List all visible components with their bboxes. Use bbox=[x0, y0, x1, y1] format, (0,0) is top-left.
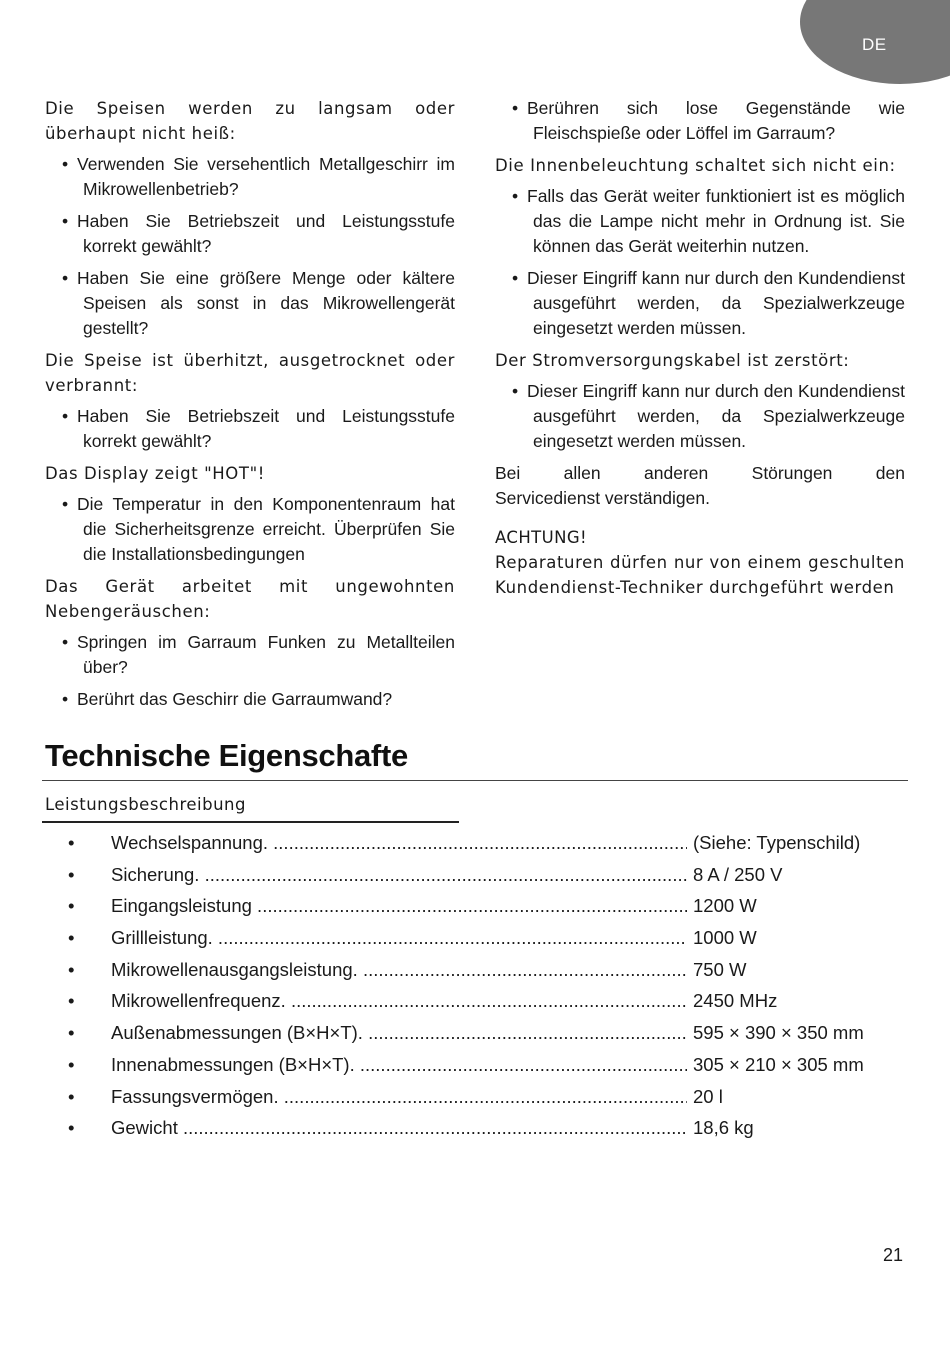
bullet-icon: • bbox=[68, 863, 75, 885]
spec-label: Sicherung. ..... bbox=[111, 864, 687, 886]
left-column bbox=[45, 96, 455, 719]
bullet-icon: • bbox=[68, 1117, 75, 1139]
trouble-list bbox=[45, 404, 455, 454]
trouble-list bbox=[45, 152, 455, 341]
spec-label: Außenabmessungen (B×H×T). ..... bbox=[111, 1022, 687, 1044]
section-title: Technische Eigenschafte bbox=[45, 738, 408, 773]
spec-label: Innenabmessungen (B×H×T). ..... bbox=[111, 1054, 687, 1076]
trouble-item: • Falls das Gerät weiter funktioniert ist es möglich das die Lampe nicht mehr in Ordnung ist. Sie können das Gerät weiterhin nutzen. bbox=[495, 184, 905, 259]
spec-row bbox=[0, 957, 950, 989]
bullet-icon: • bbox=[68, 927, 75, 949]
spec-label: Gewicht ..... bbox=[111, 1117, 687, 1139]
spec-label: Mikrowellenfrequenz. ..... bbox=[111, 990, 687, 1012]
trouble-block bbox=[495, 153, 905, 341]
trouble-heading: Der Stromversorgungskabel ist zerstört: bbox=[495, 351, 850, 370]
spec-value: 305 × 210 × 305 mm bbox=[693, 1053, 864, 1075]
trouble-block bbox=[45, 96, 455, 341]
trouble-item: • Springen im Garraum Funken zu Metallteilen über? bbox=[45, 630, 455, 680]
spec-value: (Siehe: Typenschild) bbox=[693, 832, 861, 853]
trouble-item: • Die Temperatur in den Komponentenraum hat die Sicherheitsgrenze erreicht. Überprüfen Sie die Installationsbedingungen bbox=[45, 492, 455, 567]
other-faults-line: Bei allen anderen Störungen den bbox=[495, 463, 905, 483]
spec-row bbox=[0, 830, 950, 862]
spec-value: 8 A / 250 V bbox=[693, 863, 783, 885]
spec-label: Fassungsvermögen. ..... bbox=[111, 1086, 687, 1108]
trouble-list bbox=[45, 630, 455, 712]
trouble-item: • Dieser Eingriff kann nur durch den Kundendienst ausgeführt werden, da Spezialwerkzeuge eingesetzt werden müssen. bbox=[495, 379, 905, 454]
spec-row bbox=[0, 1084, 950, 1116]
spec-row bbox=[0, 988, 950, 1020]
trouble-list bbox=[45, 492, 455, 567]
page-number: 21 bbox=[883, 1245, 904, 1265]
right-column bbox=[495, 96, 905, 600]
spec-value: 1000 W bbox=[693, 927, 757, 949]
bullet-icon: • bbox=[68, 895, 75, 917]
trouble-list bbox=[495, 379, 905, 454]
spec-value: 1200 W bbox=[693, 895, 757, 917]
trouble-heading: Die Speise ist überhitzt, ausgetrocknet oder verbrannt: bbox=[45, 351, 455, 395]
trouble-block bbox=[45, 461, 455, 567]
trouble-item: • Verwenden Sie versehentlich Metallgeschirr im Mikrowellenbetrieb? bbox=[45, 152, 455, 202]
trouble-block bbox=[45, 348, 455, 454]
subsection-divider bbox=[42, 821, 459, 823]
spec-value: 2450 MHz bbox=[693, 990, 778, 1012]
trouble-list bbox=[495, 184, 905, 341]
spec-row bbox=[0, 925, 950, 957]
bullet-icon: • bbox=[68, 1085, 75, 1107]
trouble-item: • Haben Sie Betriebszeit und Leistungsstufe korrekt gewählt? bbox=[45, 404, 455, 454]
other-faults-text bbox=[495, 461, 905, 511]
spec-label: Grillleistung. ..... bbox=[111, 927, 687, 949]
spec-value: 750 W bbox=[693, 958, 747, 980]
trouble-item: • Haben Sie eine größere Menge oder kältere Speisen als sonst in das Mikrowellengerät gestellt? bbox=[45, 266, 455, 341]
trouble-item: • Dieser Eingriff kann nur durch den Kundendienst ausgeführt werden, da Spezialwerkzeuge eingesetzt werden müssen. bbox=[495, 266, 905, 341]
spec-row bbox=[0, 1020, 950, 1052]
trouble-block bbox=[495, 348, 905, 454]
bullet-icon: • bbox=[68, 832, 75, 853]
spec-row bbox=[0, 893, 950, 925]
spec-row bbox=[0, 1052, 950, 1084]
trouble-heading: Die Speisen werden zu langsam oder überhaupt nicht heiß: bbox=[45, 99, 455, 143]
bullet-icon: • bbox=[68, 958, 75, 980]
spec-row bbox=[0, 862, 950, 894]
trouble-block bbox=[45, 574, 455, 712]
warning-text: Reparaturen dürfen nur von einem geschulten Kundendienst-Techniker durchgeführt werden bbox=[495, 553, 905, 597]
trouble-list-continued bbox=[495, 96, 905, 146]
spec-label: Mikrowellenausgangsleistung. ..... bbox=[111, 959, 687, 981]
subsection-title: Leistungsbeschreibung bbox=[45, 795, 246, 814]
spec-label: Eingangsleistung ..... bbox=[111, 895, 687, 917]
warning-title: ACHTUNG! bbox=[495, 528, 588, 547]
trouble-item: • Haben Sie Betriebszeit und Leistungsstufe korrekt gewählt? bbox=[45, 209, 455, 259]
section-divider bbox=[42, 780, 908, 781]
bullet-icon: • bbox=[68, 990, 75, 1012]
trouble-item: • Berührt das Geschirr die Garraumwand? bbox=[45, 687, 455, 712]
spec-row bbox=[0, 1115, 950, 1147]
spec-list bbox=[0, 830, 950, 1147]
bullet-icon: • bbox=[68, 1053, 75, 1075]
trouble-heading: Die Innenbeleuchtung schaltet sich nicht ein: bbox=[495, 156, 896, 175]
spec-value: 18,6 kg bbox=[693, 1117, 754, 1139]
trouble-heading: Das Display zeigt "HOT"! bbox=[45, 464, 265, 483]
spec-value: 20 l bbox=[693, 1085, 723, 1107]
spec-value: 595 × 390 × 350 mm bbox=[693, 1022, 864, 1044]
bullet-icon: • bbox=[68, 1022, 75, 1044]
spec-label: Wechselspannung. ..... bbox=[111, 832, 687, 854]
trouble-item: • Berühren sich lose Gegenstände wie Fleischspieße oder Löffel im Garraum? bbox=[495, 96, 905, 146]
language-label: DE bbox=[862, 35, 887, 54]
trouble-heading: Das Gerät arbeitet mit ungewohnten Nebengeräuschen: bbox=[45, 577, 455, 621]
other-faults-line: Servicedienst verständigen. bbox=[495, 488, 710, 508]
